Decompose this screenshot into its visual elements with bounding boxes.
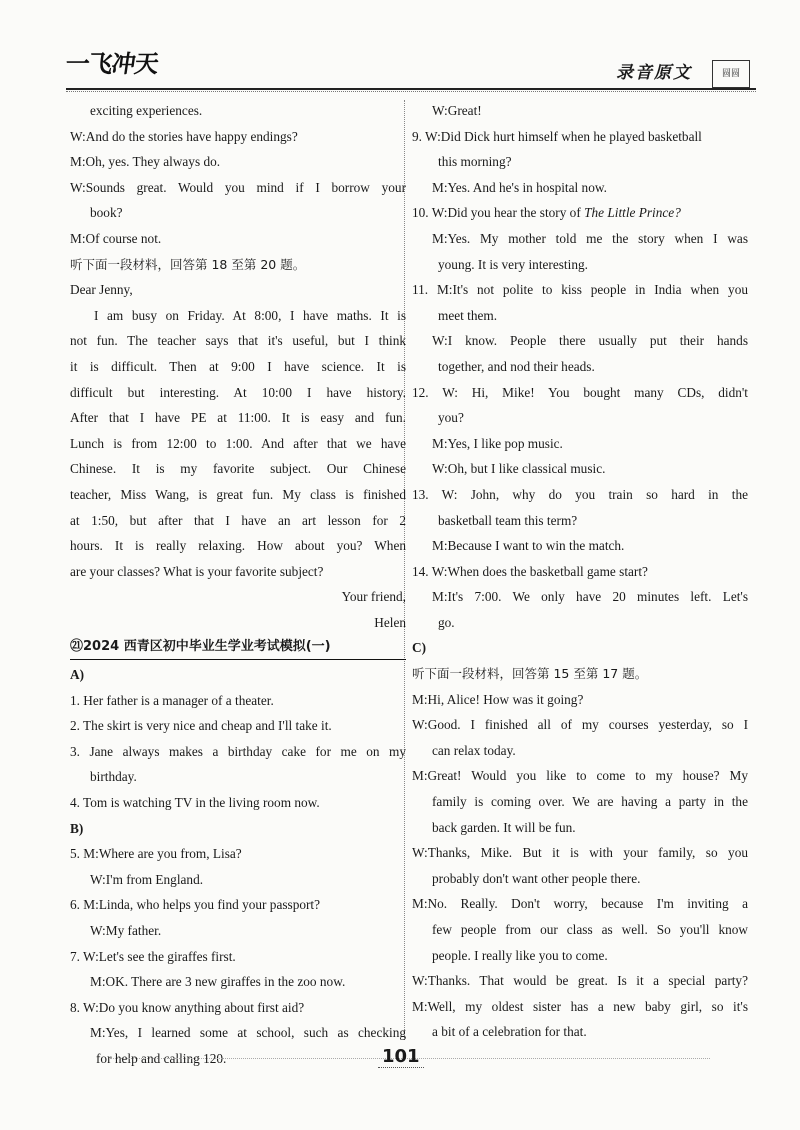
dialogue-line: few people from our class as well. So you'll know: [432, 922, 748, 937]
part-heading: B): [70, 820, 84, 836]
question-line: young. It is very interesting.: [438, 256, 588, 272]
question-line: M:Yes, I like pop music.: [432, 435, 563, 451]
question-line: W:Oh, but I like classical music.: [432, 461, 606, 477]
exam-title: ㉑2024 西青区初中毕业生学业考试模拟(一): [70, 635, 406, 660]
text-line: exciting experiences.: [90, 103, 203, 118]
text-line: W:And do the stories have happy endings?: [70, 128, 298, 144]
question-line: 4. Tom is watching TV in the living room now.: [70, 795, 320, 811]
question-line: 14. W:When does the basketball game start?: [412, 563, 648, 579]
section-title: 录音原文: [616, 63, 692, 83]
page-number: 101: [378, 1046, 424, 1068]
part-heading: C): [412, 640, 427, 656]
letter-closing: Your friend,: [341, 589, 406, 605]
question-line: meet them.: [438, 307, 498, 323]
dialogue-line: back garden. It will be fun.: [432, 819, 576, 835]
letter-line: at 1:50, but after that I have an art lesson for 2: [70, 512, 406, 528]
dialogue-line: M:Hi, Alice! How was it going?: [412, 691, 584, 707]
question-text: 10. W:Did you hear the story of: [412, 205, 581, 221]
question-line: birthday.: [90, 769, 137, 785]
letter-line: Chinese. It is my favorite subject. Our Chinese: [70, 461, 406, 477]
book-logo: 一飞冲天: [63, 50, 160, 78]
question-line: W:My father.: [90, 923, 162, 938]
question-line: you?: [438, 410, 464, 426]
text-line: W:Sounds great. Would you mind if I borrow your: [70, 179, 406, 195]
question-line: M:Because I want to win the match.: [432, 538, 625, 554]
question-line: M:OK. There are 3 new giraffes in the zoo now.: [90, 974, 346, 990]
question-line: 9. W:Did Dick hurt himself when he played basketball: [412, 128, 702, 144]
question-line: [412, 200, 748, 226]
letter-line: After that I have PE at 11:00. It is easy and fun.: [70, 410, 406, 426]
header-rule: [66, 88, 756, 90]
letter-line: hours. It is really relaxing. How about you? When: [70, 538, 406, 554]
dialogue-line: a bit of a celebration for that.: [432, 1024, 587, 1040]
question-line: together, and nod their heads.: [438, 358, 595, 374]
question-line: this morning?: [438, 154, 512, 170]
letter-line: are your classes? What is your favorite subject?: [70, 563, 324, 579]
question-line: W:I'm from England.: [90, 871, 204, 887]
question-line: M:Yes, I learned some at school, such as checking: [90, 1025, 406, 1041]
letter-line: it is difficult. Then at 9:00 I have science. It is: [70, 358, 406, 374]
letter-line: difficult but interesting. At 10:00 I have history.: [70, 384, 406, 400]
text-line: M:Oh, yes. They always do.: [70, 154, 221, 170]
dialogue-line: people. I really like you to come.: [432, 947, 608, 963]
book-title: The Little Prince?: [584, 205, 681, 221]
question-line: 1. Her father is a manager of a theater.: [70, 692, 274, 708]
question-line: 11. M:It's not polite to kiss people in India when you: [412, 282, 748, 298]
letter-greeting: Dear Jenny,: [70, 282, 133, 298]
right-column: [412, 98, 748, 1045]
question-line: 3. Jane always makes a birthday cake for me on my: [70, 743, 406, 759]
question-line: 2. The skirt is very nice and cheap and I'll take it.: [70, 718, 332, 734]
letter-line: Lunch is from 12:00 to 1:00. And after that we have: [70, 435, 406, 451]
text-line: book?: [90, 205, 123, 221]
question-line: 5. M:Where are you from, Lisa?: [70, 846, 242, 862]
corner-tag: 圆圆: [712, 60, 750, 88]
question-line: go.: [438, 614, 455, 630]
question-line: 13. W: John, why do you train so hard in the: [412, 486, 748, 502]
question-line: 8. W:Do you know anything about first aid?: [70, 999, 305, 1015]
letter-line: not fun. The teacher says that it's useful, but I think: [70, 333, 406, 349]
question-line: M:Yes. And he's in hospital now.: [432, 179, 607, 195]
question-line: 7. W:Let's see the giraffes first.: [70, 948, 236, 964]
header-dotted-rule: [66, 91, 756, 92]
dialogue-line: M:Well, my oldest sister has a new baby girl, so it's: [412, 998, 748, 1014]
dialogue-line: M:No. Really. Don't worry, because I'm inviting a: [412, 896, 748, 912]
letter-line: teacher, Miss Wang, is great fun. My class is finished: [70, 486, 406, 502]
question-line: M:Yes. My mother told me the story when I was: [432, 230, 748, 246]
dialogue-line: can relax today.: [432, 742, 516, 758]
question-line: W:I know. People there usually put their hands: [432, 333, 748, 349]
instruction-line: 听下面一段材料，回答第 18 至第 20 题。: [70, 256, 306, 272]
question-line: 6. M:Linda, who helps you find your passport?: [70, 897, 321, 913]
dialogue-line: family is coming over. We are having a party in the: [432, 794, 748, 810]
question-line: basketball team this term?: [438, 512, 578, 528]
letter-line: I am busy on Friday. At 8:00, I have maths. It is: [94, 307, 406, 323]
dialogue-line: probably don't want other people there.: [432, 870, 641, 886]
question-line: for help and calling 120.: [96, 1050, 227, 1066]
question-line: 12. W: Hi, Mike! You bought many CDs, didn't: [412, 384, 748, 400]
text-line: M:Of course not.: [70, 230, 162, 246]
dialogue-line: M:Great! Would you like to come to my house? My: [412, 768, 748, 784]
part-heading: A): [70, 667, 85, 683]
text-line: W:Great!: [432, 103, 482, 118]
page-header: [0, 0, 800, 100]
dialogue-line: W:Good. I finished all of my courses yesterday, so I: [412, 717, 748, 733]
instruction-line: 听下面一段材料，回答第 15 至第 17 题。: [412, 666, 648, 682]
question-line: M:It's 7:00. We only have 20 minutes left. Let's: [432, 589, 748, 605]
dialogue-line: W:Thanks, Mike. But it is with your family, so you: [412, 845, 748, 861]
left-column: [70, 98, 406, 1072]
letter-signature: Helen: [374, 614, 406, 630]
dialogue-line: W:Thanks. That would be great. Is it a special party?: [412, 973, 748, 989]
